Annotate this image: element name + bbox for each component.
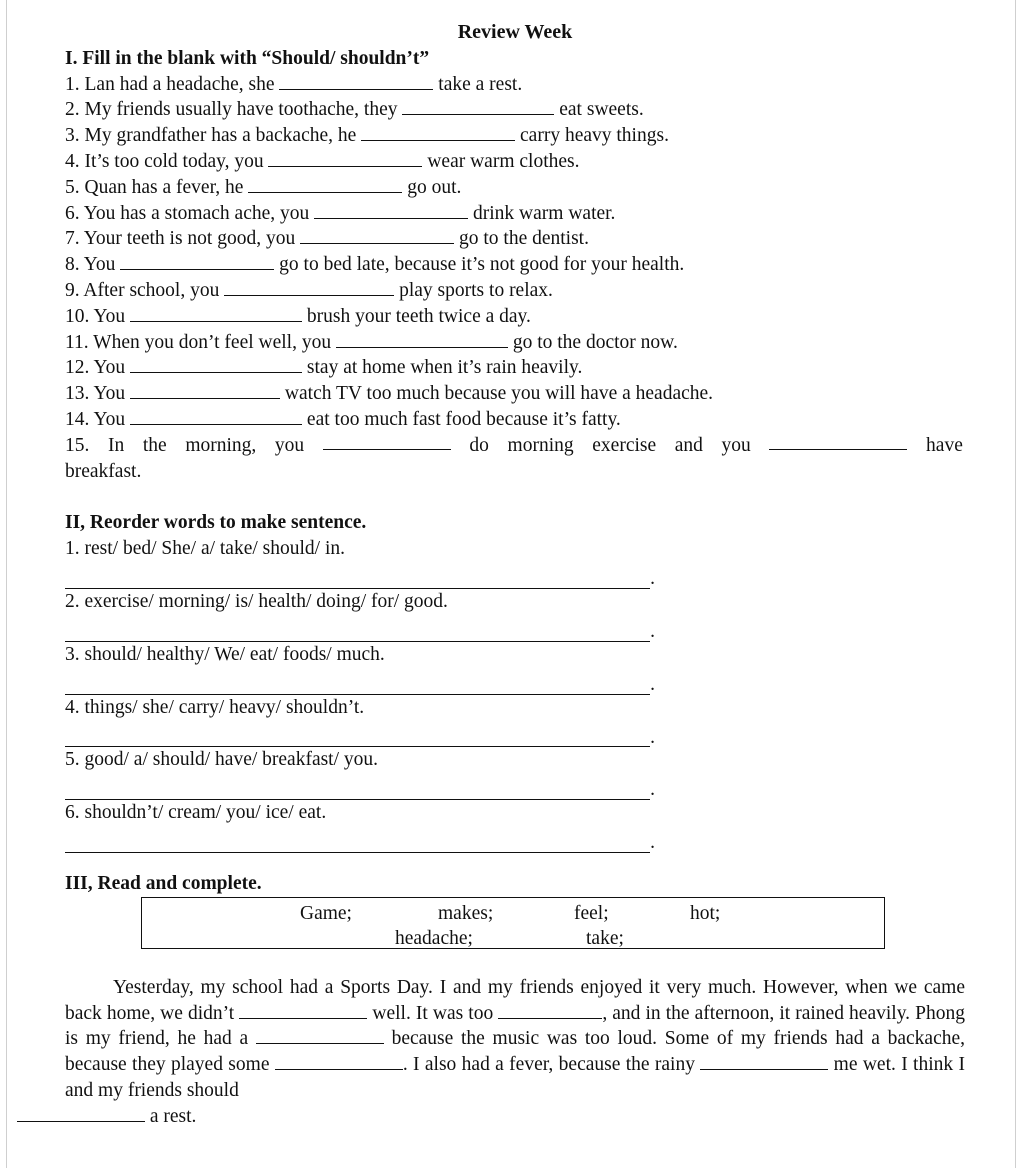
answer-blank[interactable]: [130, 382, 280, 399]
item-text: 14. You: [65, 408, 131, 430]
answer-line[interactable]: [65, 668, 655, 695]
section-2-heading: II, Reorder words to make sentence.: [65, 512, 367, 534]
item-text: take a rest.: [433, 73, 523, 95]
word-bank-item: hot;: [690, 902, 721, 924]
line-period: .: [650, 726, 655, 748]
word-bank-box: [141, 897, 885, 949]
answer-blank[interactable]: [130, 305, 302, 322]
item-text: 2. My friends usually have toothache, they: [65, 99, 403, 121]
item-text: carry heavy things.: [515, 125, 669, 147]
item-text: go out.: [402, 176, 462, 198]
fill-item: [65, 330, 965, 356]
item-15-end: breakfast.: [65, 460, 142, 482]
item-text: 11. When you don’t feel well, you: [65, 331, 336, 353]
item-text: eat too much fast food because it’s fatty.: [302, 408, 621, 430]
worksheet-title: Review Week: [457, 21, 573, 43]
fill-item: [65, 175, 965, 201]
item-text: go to bed late, because it’s not good for your health.: [274, 254, 685, 276]
item-word: In: [108, 434, 125, 456]
item-text: 12. You: [65, 357, 131, 379]
item-word: the: [142, 434, 167, 456]
reorder-item: 4. things/ she/ carry/ heavy/ shouldn’t.: [65, 696, 365, 718]
reading-paragraph: [65, 975, 965, 1130]
worksheet: [65, 20, 965, 1130]
item-text: go to the dentist.: [454, 228, 589, 250]
line-period: .: [650, 568, 655, 590]
answer-blank[interactable]: [248, 176, 402, 193]
item-word: morning,: [185, 434, 257, 456]
answer-line[interactable]: [65, 562, 655, 590]
answer-blank[interactable]: [275, 1053, 403, 1070]
spacer: [65, 853, 965, 871]
spacer: [65, 484, 965, 510]
answer-blank[interactable]: [224, 279, 394, 296]
word-bank-item: Game;: [300, 902, 352, 924]
item-word: do: [469, 434, 489, 456]
fill-item: [65, 123, 965, 149]
answer-blank[interactable]: [769, 433, 907, 450]
document-page: [6, 0, 1016, 1168]
paragraph-text: . I also had a fever, because the rainy: [402, 1054, 701, 1076]
answer-blank[interactable]: [268, 150, 422, 167]
fill-item: [65, 304, 965, 330]
fill-item: [65, 355, 965, 381]
answer-blank[interactable]: [314, 202, 468, 219]
answer-line[interactable]: [65, 720, 655, 748]
item-text: stay at home when it’s rain heavily.: [302, 357, 583, 379]
line-period: .: [650, 620, 655, 642]
item-text: drink warm water.: [468, 202, 616, 224]
item-text: 13. You: [65, 383, 131, 405]
paragraph-text: me wet. I think I and my friends should: [65, 1054, 965, 1101]
answer-blank[interactable]: [239, 1002, 367, 1019]
paragraph-text: a rest.: [145, 1105, 197, 1127]
section-3-heading: III, Read and complete.: [65, 872, 262, 894]
answer-line[interactable]: [65, 773, 655, 801]
item-word: exercise: [592, 434, 657, 456]
answer-blank[interactable]: [256, 1027, 384, 1044]
item-word: you: [721, 434, 751, 456]
item-text: play sports to relax.: [394, 279, 553, 301]
item-text: watch TV too much because you will have a headache.: [280, 383, 714, 405]
answer-blank[interactable]: [700, 1053, 828, 1070]
section-2-list: [65, 536, 965, 853]
answer-line[interactable]: [65, 615, 655, 642]
section-1-list: [65, 72, 965, 433]
paragraph-text: Yesterday, my school had a Sports Day. I and my friends enjoyed it very much. However, when we came back home, we didn’t: [65, 976, 965, 1024]
answer-blank[interactable]: [120, 253, 274, 270]
answer-blank[interactable]: [300, 227, 454, 244]
item-text: 8. You: [65, 254, 121, 276]
reorder-item: 1. rest/ bed/ She/ a/ take/ should/ in.: [65, 538, 345, 560]
item-text: eat sweets.: [554, 99, 644, 121]
answer-blank[interactable]: [336, 331, 508, 348]
item-text: 5. Quan has a fever, he: [65, 176, 249, 198]
paragraph-text: because the music was too loud. Some of my friends had a backache, because they played some: [65, 1028, 966, 1076]
line-period: .: [650, 832, 655, 854]
answer-line[interactable]: [65, 826, 655, 854]
answer-blank[interactable]: [279, 73, 433, 90]
item-text: 9. After school, you: [65, 279, 225, 301]
item-text: 3. My grandfather has a backache, he: [65, 125, 362, 147]
paragraph-text: well. It was too: [367, 1002, 499, 1024]
item-text: go to the doctor now.: [507, 331, 678, 353]
item-word: and: [674, 434, 703, 456]
fill-item: [65, 201, 965, 227]
item-text: brush your teeth twice a day.: [302, 305, 531, 327]
fill-item: [65, 149, 965, 175]
fill-item: [65, 381, 965, 407]
word-bank-item: makes;: [438, 902, 494, 924]
item-word: you: [274, 434, 305, 456]
line-period: .: [650, 673, 655, 695]
word-bank-item: take;: [586, 927, 624, 949]
answer-blank[interactable]: [498, 1002, 602, 1019]
item-text: 6. You has a stomach ache, you: [65, 202, 315, 224]
word-bank-item: feel;: [574, 902, 609, 924]
fill-item: [65, 226, 965, 252]
item-text: 1. Lan had a headache, she: [65, 73, 280, 95]
reorder-item: 2. exercise/ morning/ is/ health/ doing/ for/ good.: [65, 590, 448, 612]
fill-item: [65, 72, 965, 98]
reorder-item: 5. good/ a/ should/ have/ breakfast/ you.: [65, 749, 379, 771]
fill-item: [65, 97, 965, 123]
answer-blank[interactable]: [130, 408, 302, 425]
item-word: morning: [507, 434, 574, 456]
fill-item: [65, 252, 965, 278]
answer-blank[interactable]: [17, 1105, 145, 1122]
spacer: [65, 949, 965, 975]
item-text: 10. You: [65, 305, 131, 327]
item-text: 4. It’s too cold today, you: [65, 150, 269, 172]
answer-blank[interactable]: [130, 356, 302, 373]
item-word: have: [926, 434, 963, 456]
answer-blank[interactable]: [361, 124, 515, 141]
line-period: .: [650, 779, 655, 801]
item-text: wear warm clothes.: [422, 150, 580, 172]
paragraph-text: , and in the afternoon, it rained heavily. Phong is my friend, he had a: [65, 1002, 965, 1050]
word-bank-item: headache;: [395, 927, 473, 949]
fill-item: [65, 278, 965, 304]
item-15: [65, 433, 963, 459]
fill-item: [65, 407, 965, 433]
answer-blank[interactable]: [402, 98, 554, 115]
answer-blank[interactable]: [323, 433, 451, 450]
item-text: 7. Your teeth is not good, you: [65, 228, 301, 250]
item-word: 15.: [65, 434, 90, 456]
reorder-item: 3. should/ healthy/ We/ eat/ foods/ much.: [65, 643, 385, 665]
reorder-item: 6. shouldn’t/ cream/ you/ ice/ eat.: [65, 802, 327, 824]
section-1-heading: I. Fill in the blank with “Should/ shouldn’t”: [65, 47, 430, 69]
